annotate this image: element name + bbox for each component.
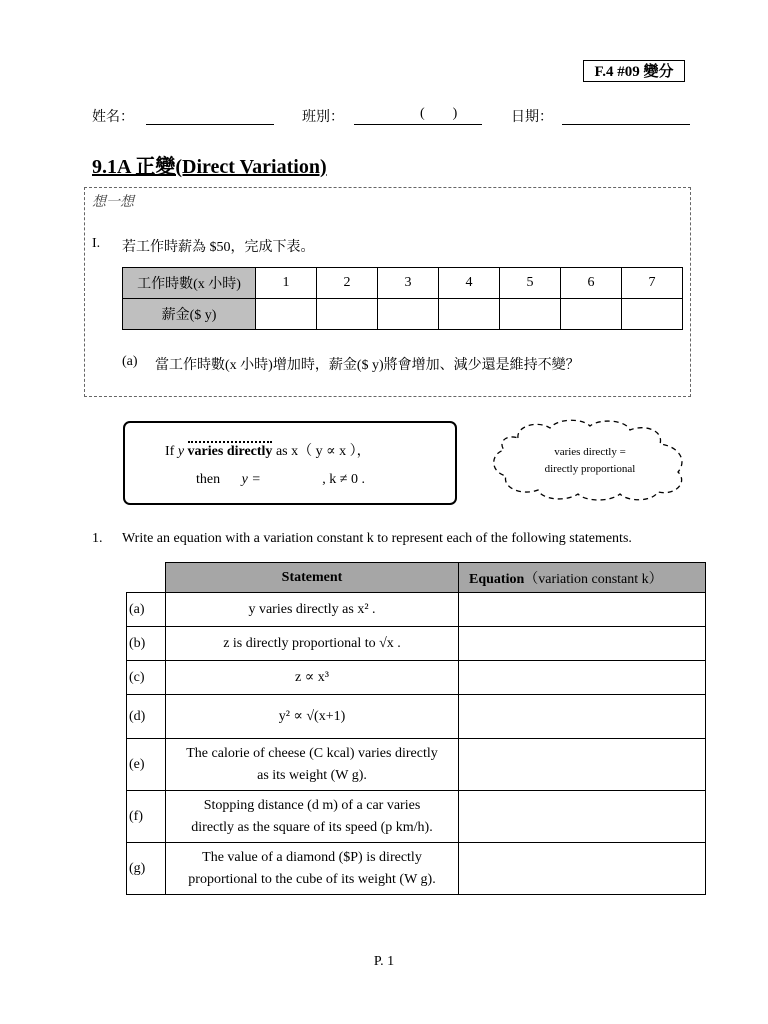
statement-text-line-2: proportional to the cube of its weight (W g). <box>188 871 436 887</box>
definition-line-1 <box>165 440 371 460</box>
equation-answer-cell[interactable] <box>459 739 706 791</box>
sub-question-text: 當工作時數(x 小時)增加時，薪金($ y)將會增加、減少還是維持不變？ <box>155 358 580 373</box>
statement-text: y varies directly as x² . <box>248 601 376 617</box>
statement-cell <box>166 791 459 843</box>
page-number: P. 1 <box>373 954 395 969</box>
cloud-line-1: varies directly = <box>554 446 626 458</box>
question-1-number: 1. <box>92 531 103 546</box>
statement-text-line-1: The calorie of cheese (C kcal) varies directly <box>186 745 438 761</box>
row-letter: (g) <box>127 843 166 895</box>
row-letter: (c) <box>127 661 166 695</box>
wage-answer-cell[interactable] <box>439 299 500 330</box>
statement-cell <box>166 627 459 661</box>
statement-cell <box>166 739 459 791</box>
table-row <box>127 593 706 627</box>
equation-answer-cell[interactable] <box>459 695 706 739</box>
class-label: 班別： <box>302 110 344 125</box>
equation-answer-cell[interactable] <box>459 843 706 895</box>
definition-y-equals: y = <box>241 472 261 487</box>
table-row <box>127 791 706 843</box>
row-letter: (e) <box>127 739 166 791</box>
statement-text: z is directly proportional to √x . <box>223 635 401 651</box>
wage-header: 薪金($ y) <box>123 299 256 330</box>
statement-text: z ∝ x³ <box>295 669 329 685</box>
definition-box <box>123 421 457 505</box>
statement-cell <box>166 593 459 627</box>
wage-answer-cell[interactable] <box>317 299 378 330</box>
question-1-text: Write an equation with a variation constant k to represent each of the following statements. <box>122 531 632 546</box>
hours-cell: 7 <box>622 268 683 299</box>
equation-answer-cell[interactable] <box>459 661 706 695</box>
definition-y: y <box>177 444 185 459</box>
wage-answer-cell[interactable] <box>500 299 561 330</box>
equation-header-label: Equation <box>469 571 525 587</box>
table-row <box>127 739 706 791</box>
question-i-number: I. <box>92 236 101 251</box>
hours-cell: 5 <box>500 268 561 299</box>
hours-cell: 2 <box>317 268 378 299</box>
statement-text: y² ∝ √(x+1) <box>278 708 346 724</box>
row-letter: (d) <box>127 695 166 739</box>
row-letter: (b) <box>127 627 166 661</box>
table-row <box>127 627 706 661</box>
sub-question-label: (a) <box>122 354 138 369</box>
cloud-shape <box>488 418 692 502</box>
statement-text-line-2: directly as the square of its speed (p km/h). <box>191 819 433 835</box>
think-label: 想一想 <box>92 195 134 210</box>
wage-answer-cell[interactable] <box>561 299 622 330</box>
statement-cell <box>166 843 459 895</box>
table-row <box>127 695 706 739</box>
equation-column-header <box>459 563 706 593</box>
definition-if: If <box>165 444 178 459</box>
wage-table <box>122 267 683 330</box>
wage-row <box>123 299 683 330</box>
row-letter: (f) <box>127 791 166 843</box>
question-i-text: 若工作時薪為 $50，完成下表。 <box>122 240 315 255</box>
table-row <box>127 661 706 695</box>
definition-then: then <box>196 472 221 487</box>
wage-answer-cell[interactable] <box>622 299 683 330</box>
hours-header: 工作時數(x 小時) <box>123 268 256 299</box>
statement-text-line-1: The value of a diamond ($P) is directly <box>202 849 422 865</box>
wage-answer-cell[interactable] <box>256 299 317 330</box>
statement-table-header <box>127 563 706 593</box>
hours-row <box>123 268 683 299</box>
statement-cell <box>166 695 459 739</box>
hours-cell: 6 <box>561 268 622 299</box>
section-title: 9.1A 正變(Direct Variation) <box>92 156 327 178</box>
equation-answer-cell[interactable] <box>459 593 706 627</box>
name-field[interactable] <box>146 112 274 125</box>
equation-answer-cell[interactable] <box>459 627 706 661</box>
definition-as-x: as x（ y ∝ x ）， <box>272 444 371 459</box>
statement-column-header: Statement <box>166 563 459 593</box>
date-label: 日期： <box>511 110 553 125</box>
class-number-paren: ( ) <box>420 106 458 121</box>
date-field[interactable] <box>562 112 690 125</box>
definition-k-condition: , k ≠ 0 . <box>322 472 365 487</box>
statement-text-line-2: as its weight (W g). <box>257 767 367 783</box>
class-field[interactable] <box>354 112 482 125</box>
wage-answer-cell[interactable] <box>378 299 439 330</box>
row-letter: (a) <box>127 593 166 627</box>
cloud-line-2: directly proportional <box>544 463 636 475</box>
hours-cell: 3 <box>378 268 439 299</box>
statement-cell <box>166 661 459 695</box>
header-blank <box>127 563 166 593</box>
worksheet-code: F.4 #09 變分 <box>583 60 685 82</box>
name-label: 姓名： <box>92 110 134 125</box>
hours-cell: 1 <box>256 268 317 299</box>
hours-cell: 4 <box>439 268 500 299</box>
table-row <box>127 843 706 895</box>
definition-line-2 <box>196 472 365 488</box>
equation-header-sub: （variation constant k） <box>524 571 663 587</box>
statement-table <box>126 562 706 895</box>
statement-text-line-1: Stopping distance (d m) of a car varies <box>203 797 421 813</box>
equation-answer-cell[interactable] <box>459 791 706 843</box>
varies-directly-term: varies directly <box>188 441 273 459</box>
